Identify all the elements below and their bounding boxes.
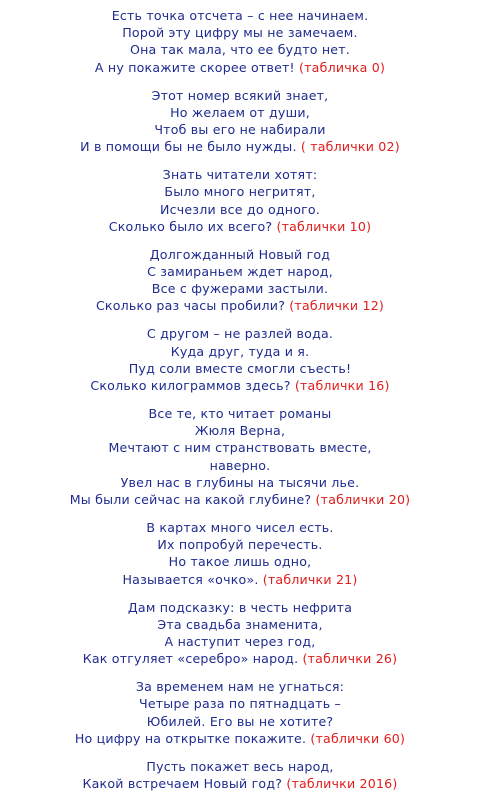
riddle-line	[0, 201, 480, 218]
riddle-line-text: А ну покажите скорее ответ!	[94, 59, 295, 75]
riddle-line	[0, 405, 480, 422]
riddle-stanza	[0, 87, 480, 156]
riddle-line-text: С замираньем ждет народ,	[147, 264, 333, 280]
riddle-stanza	[0, 325, 480, 394]
riddle-line	[0, 246, 480, 263]
riddle-line	[0, 491, 480, 508]
riddle-line	[0, 325, 480, 342]
answer-hint: (таблички 26)	[302, 651, 398, 667]
riddle-line	[0, 360, 480, 377]
riddle-line	[0, 183, 480, 200]
riddle-stanza	[0, 405, 480, 508]
riddle-line	[0, 377, 480, 394]
riddle-line-text: Сколько килограммов здесь?	[90, 378, 291, 394]
riddle-line	[0, 599, 480, 616]
riddle-line	[0, 457, 480, 474]
riddle-line-text: Но желаем от души,	[170, 104, 310, 120]
riddle-line	[0, 678, 480, 695]
riddle-line	[0, 41, 480, 58]
riddle-line	[0, 121, 480, 138]
riddle-line-text: Есть точка отсчета – с нее начинаем.	[111, 8, 369, 23]
riddle-line-text: С другом – не разлей вода.	[146, 326, 334, 342]
riddle-document	[0, 7, 480, 803]
riddle-line	[0, 616, 480, 633]
riddle-line-text: Все с фужерами застыли.	[151, 281, 329, 297]
answer-hint: (табличка 0)	[299, 59, 386, 75]
riddle-line-text: Какой встречаем Новый год?	[82, 776, 283, 792]
riddle-line	[0, 87, 480, 104]
riddle-line	[0, 263, 480, 280]
riddle-line	[0, 633, 480, 650]
answer-hint: (таблички 60)	[310, 730, 406, 746]
riddle-line	[0, 138, 480, 155]
riddle-line-text: Порой эту цифру мы не замечаем.	[122, 25, 358, 41]
answer-hint: (таблички 2016)	[286, 776, 398, 792]
riddle-line	[0, 775, 480, 792]
riddle-stanza	[0, 599, 480, 668]
riddle-line-text: Называется «очко».	[122, 571, 259, 587]
riddle-line-text: Исчезли все до одного.	[159, 201, 321, 217]
riddle-stanza	[0, 758, 480, 792]
answer-hint: (таблички 21)	[262, 571, 358, 587]
riddle-line	[0, 519, 480, 536]
riddle-line	[0, 650, 480, 667]
riddle-line-text: За временем нам не угнаться:	[135, 679, 345, 695]
riddle-line-text: Пусть покажет весь народ,	[146, 758, 334, 774]
riddle-line-text: Знать читатели хотят:	[162, 167, 318, 183]
riddle-line	[0, 104, 480, 121]
riddle-line-text: Долгожданный Новый год	[149, 246, 331, 262]
riddle-line-text: Эта свадьба знаменита,	[157, 616, 323, 632]
riddle-line	[0, 166, 480, 183]
riddle-line-text: Четыре раза по пятнадцать –	[138, 696, 342, 712]
riddle-line-text: Увел нас в глубины на тысячи лье.	[120, 474, 360, 490]
riddle-line-text: Их попробуй перечесть.	[157, 537, 323, 553]
riddle-line-text: А наступит через год,	[164, 634, 316, 650]
riddle-line	[0, 59, 480, 76]
riddle-line	[0, 280, 480, 297]
riddle-line-text: Как отгуляет «серебро» народ.	[82, 651, 299, 667]
riddle-line	[0, 536, 480, 553]
riddle-line-text: Дам подсказку: в честь нефрита	[127, 599, 353, 615]
riddle-line-text: Сколько раз часы пробили?	[95, 298, 286, 314]
riddle-line-text: Сколько было их всего?	[108, 218, 273, 234]
riddle-line-text: Было много негритят,	[164, 184, 316, 200]
riddle-line	[0, 24, 480, 41]
riddle-line-text: Все те, кто читает романы	[148, 406, 332, 422]
riddle-line-text: И в помощи бы не было нужды.	[80, 139, 297, 155]
riddle-stanza	[0, 519, 480, 588]
riddle-line	[0, 758, 480, 775]
answer-hint: ( таблички 02)	[300, 139, 400, 155]
riddle-line	[0, 571, 480, 588]
riddle-stanza	[0, 166, 480, 235]
riddle-line	[0, 7, 480, 24]
riddle-line-text: Чтоб вы его не набирали	[154, 122, 326, 138]
riddle-line-text: Юбилей. Его вы не хотите?	[146, 713, 334, 729]
riddle-line-text: наверно.	[209, 457, 271, 473]
riddle-line	[0, 713, 480, 730]
riddle-line	[0, 218, 480, 235]
riddle-line	[0, 730, 480, 747]
riddle-line	[0, 439, 480, 456]
answer-hint: (таблички 10)	[276, 218, 372, 234]
answer-hint: (таблички 12)	[289, 298, 385, 314]
riddle-stanza	[0, 678, 480, 747]
riddle-line	[0, 297, 480, 314]
answer-hint: (таблички 20)	[315, 492, 411, 508]
riddle-line	[0, 695, 480, 712]
riddle-line	[0, 422, 480, 439]
riddle-line-text: Мы были сейчас на какой глубине?	[69, 492, 312, 508]
riddle-line-text: Но цифру на открытке покажите.	[74, 730, 307, 746]
riddle-line-text: Этот номер всякий знает,	[151, 87, 329, 103]
riddle-line-text: Пуд соли вместе смогли съесть!	[128, 360, 352, 376]
riddle-line-text: Жюля Верна,	[194, 423, 286, 439]
answer-hint: (таблички 16)	[294, 378, 390, 394]
riddle-line	[0, 553, 480, 570]
riddle-line-text: В картах много чисел есть.	[146, 520, 334, 536]
riddle-line-text: Мечтают с ним странствовать вместе,	[108, 440, 372, 456]
riddle-line	[0, 474, 480, 491]
riddle-line-text: Но такое лишь одно,	[168, 554, 312, 570]
riddle-stanza	[0, 7, 480, 76]
riddle-line-text: Куда друг, туда и я.	[170, 343, 310, 359]
riddle-line-text: Она так мала, что ее будто нет.	[130, 42, 350, 58]
riddle-line	[0, 343, 480, 360]
riddle-stanza	[0, 246, 480, 315]
